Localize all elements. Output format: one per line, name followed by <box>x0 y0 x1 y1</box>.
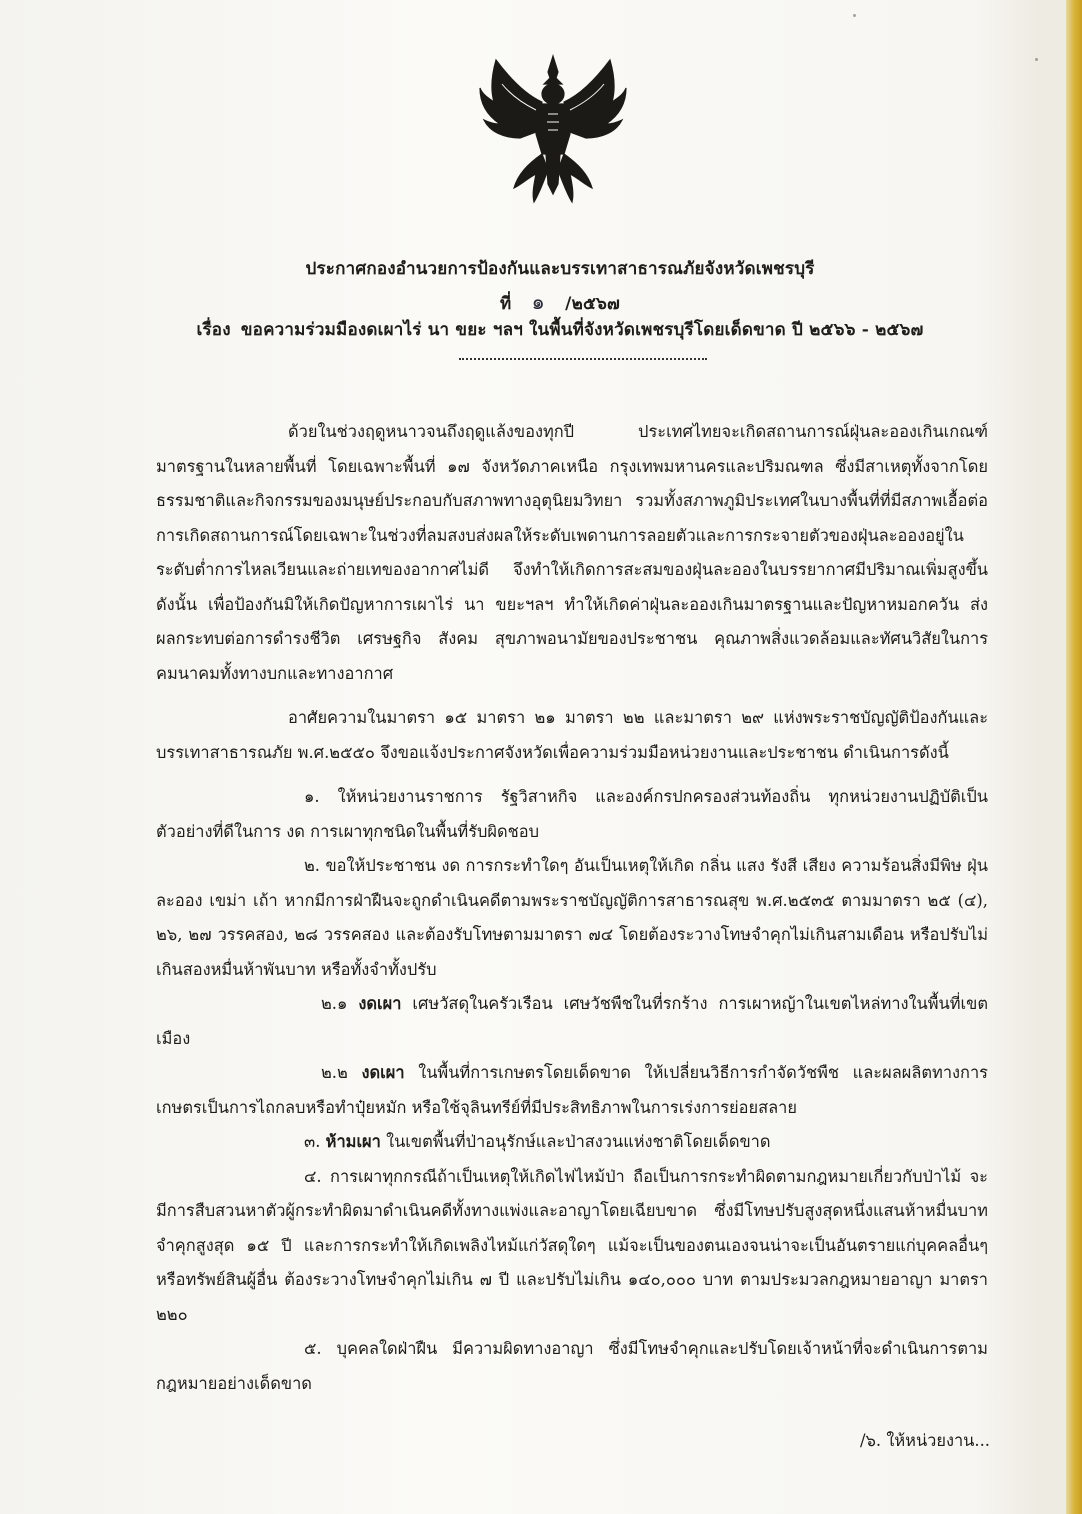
item-2: ๒. ขอให้ประชาชน งด การกระทำใดๆ อันเป็นเหตุให้เกิด กลิ่น แสง รังสี เสียง ความร้อนสิ่งมีพิษ ฝุ่นละออง เขม่า เถ้า หากมีการฝ่าฝืนจะถูกดำเนินคดีตามพระราชบัญญัติการสาธารณสุข พ.ศ.๒๕๓๕ ตามมาตรา ๒๕ (๔), ๒๖, ๒๗ วรรคสอง, ๒๘ วรรคสอง และต้องรับโทษตามมาตรา ๗๔ โดยต้องระวางโทษจำคุกไม่เกินสามเดือน หรือปรับไม่เกินสองหมื่นห้าพันบาท หรือทั้งจำทั้งปรับ <box>156 856 988 979</box>
item-1: ๑. ให้หน่วยงานราชการ รัฐวิสาหกิจ และองค์กรปกครองส่วนท้องถิ่น ทุกหน่วยงานปฏิบัติเป็นตัวอย่างที่ดีในการ งด การเผาทุกชนิดในพื้นที่รับผิดชอบ <box>156 787 988 841</box>
number-label: ที่ <box>499 294 512 314</box>
header-divider <box>459 358 707 360</box>
item-5: ๕. บุคคลใดฝ่าฝืน มีความผิดทางอาญา ซึ่งมีโทษจำคุกและปรับโดยเจ้าหน้าที่จะดำเนินการตามกฎหมายอย่างเด็ดขาด <box>156 1339 988 1393</box>
paragraph-intro: ด้วยในช่วงฤดูหนาวจนถึงฤดูแล้งของทุกปี ประเทศไทยจะเกิดสถานการณ์ฝุ่นละอองเกินเกณฑ์มาตรฐานในหลายพื้นที่ โดยเฉพาะพื้นที่ ๑๗ จังหวัดภาคเหนือ กรุงเทพมหานครและปริมณฑล ซึ่งมีสาเหตุทั้งจากโดยธรรมชาติและกิจกรรมของมนุษย์ประกอบกับสภาพทางอุตุนิยมวิทยา รวมทั้งสภาพภูมิประเทศในบางพื้นที่ที่มีสภาพเอื้อต่อการเกิดสถานการณ์โดยเฉพาะในช่วงที่ลมสงบส่งผลให้ระดับเพดานการลอยตัวและการกระจายตัวของฝุ่นละอองอยู่ในระดับต่ำการไหลเวียนและถ่ายเทของอากาศไม่ดี จึงทำให้เกิดการสะสมของฝุ่นละอองในบรรยากาศมีปริมาณเพิ่มสูงขึ้น ดังนั้น เพื่อป้องกันมิให้เกิดปัญหาการเผาไร่ นา ขยะฯลฯ ทำให้เกิดค่าฝุ่นละอองเกินมาตรฐานและปัญหาหมอกควัน ส่งผลกระทบต่อการดำรงชีวิต เศรษฐกิจ สังคม สุขภาพอนามัยของประชาชน คุณภาพสิ่งแวดล้อมและทัศนวิสัยในการคมนาคมทั้งทางบกและทางอากาศ <box>156 422 988 683</box>
item-2-2-bold: งดเผา <box>361 1063 405 1082</box>
paragraph-authority: อาศัยความในมาตรา ๑๕ มาตรา ๒๑ มาตรา ๒๒ และมาตรา ๒๙ แห่งพระราชบัญญัติป้องกันและบรรเทาสาธารณภัย พ.ศ.๒๕๕๐ จึงขอแจ้งประกาศจังหวัดเพื่อความร่วมมือหน่วยงานและประชาชน ดำเนินการดังนี้ <box>156 708 988 762</box>
paper-speck <box>1035 58 1038 61</box>
number-value: ๑ <box>531 290 546 314</box>
item-2-1-bold: งดเผา <box>358 994 402 1013</box>
garuda-emblem-icon <box>478 54 628 206</box>
item-2-2-text: ในพื้นที่การเกษตรโดยเด็ดขาด ให้เปลี่ยนวิธีการกำจัดวัชพืช และผลผลิตทางการเกษตรเป็นการไถกลบหรือทำปุ๋ยหมัก หรือใช้จุลินทรีย์ที่มีประสิทธิภาพในการเร่งการย่อยสลาย <box>156 1063 988 1117</box>
item-3-text: ในเขตพื้นที่ป่าอนุรักษ์และป่าสงวนแห่งชาติโดยเด็ดขาด <box>386 1132 771 1151</box>
continuation-note: /๖. ให้หน่วยงาน... <box>859 1431 990 1450</box>
document-title: ประกาศกองอำนวยการป้องกันและบรรเทาสาธารณภัยจังหวัดเพชรบุรี <box>305 259 815 279</box>
document-number <box>120 286 1000 319</box>
page-edge <box>1066 0 1082 1514</box>
subject-text: ขอความร่วมมืองดเผาไร่ นา ขยะ ฯลฯ ในพื้นที่จังหวัดเพชรบุรีโดยเด็ดขาด ปี ๒๕๖๖ - ๒๕๖๗ <box>240 320 924 340</box>
item-2-1-text: เศษวัสดุในครัวเรือน เศษวัชพืชในที่รกร้าง การเผาหญ้าในเขตไหล่ทางในพื้นที่เขตเมือง <box>156 994 988 1048</box>
paper-speck <box>853 14 856 17</box>
subject-label: เรื่อง <box>196 320 231 340</box>
item-3-bold: ห้ามเผา <box>325 1132 381 1151</box>
item-2-1-number: ๒.๑ <box>321 994 348 1013</box>
document-body <box>156 415 988 1401</box>
document-subject <box>120 316 1000 343</box>
item-2-1 <box>156 987 988 1056</box>
item-2-2 <box>156 1056 988 1125</box>
item-3-number: ๓. <box>304 1132 321 1151</box>
item-2-2-number: ๒.๒ <box>321 1063 348 1082</box>
item-3 <box>156 1125 988 1160</box>
item-4: ๔. การเผาทุกกรณีถ้าเป็นเหตุให้เกิดไฟไหม้ป่า ถือเป็นการกระทำผิดตามกฎหมายเกี่ยวกับป่าไม้ จะมีการสืบสวนหาตัวผู้กระทำผิดมาดำเนินคดีทั้งทางแพ่งและอาญาโดยเฉียบขาด ซึ่งมีโทษปรับสูงสุดหนึ่งแสนห้าหมื่นบาท จำคุกสูงสุด ๑๕ ปี และการกระทำให้เกิดเพลิงไหม้แก่วัสดุใดๆ แม้จะเป็นของตนเองจนน่าจะเป็นอันตรายแก่บุคคลอื่นๆ หรือทรัพย์สินผู้อื่น ต้องระวางโทษจำคุกไม่เกิน ๗ ปี และปรับไม่เกิน ๑๔๐,๐๐๐ บาท ตามประมวลกฎหมายอาญา มาตรา ๒๒๐ <box>156 1166 988 1324</box>
number-year: /๒๕๖๗ <box>565 294 621 314</box>
